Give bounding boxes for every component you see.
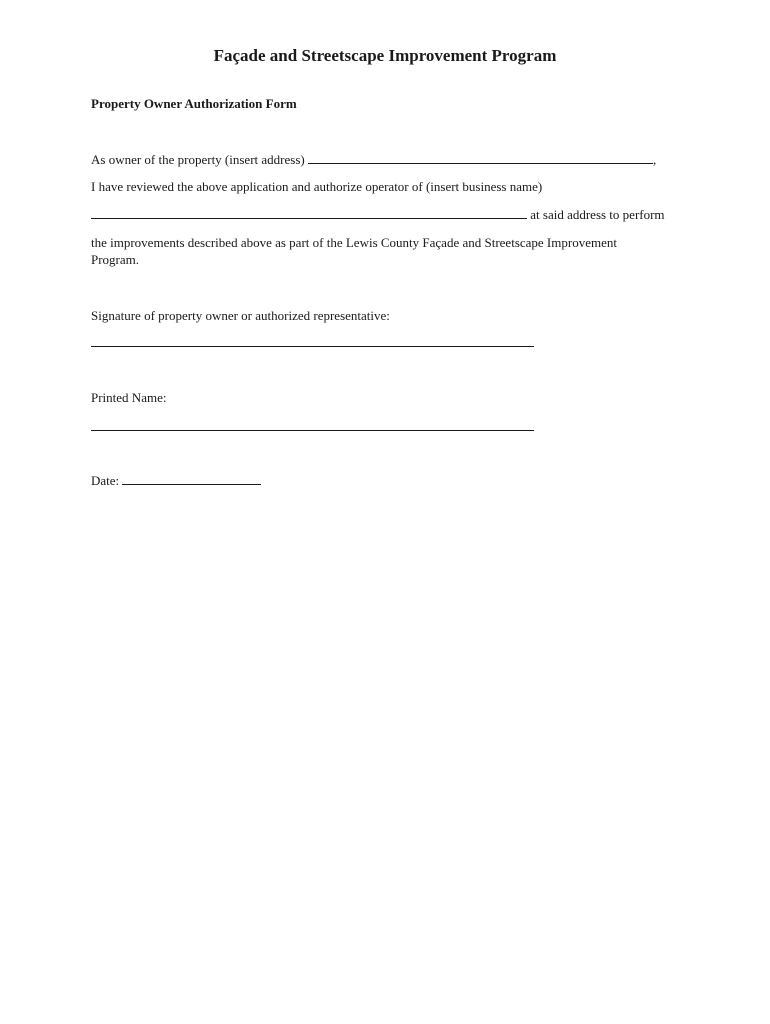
paragraph-line-1	[91, 151, 656, 169]
date-blank-field[interactable]	[122, 472, 261, 485]
signature-label: Signature of property owner or authorized representative:	[91, 308, 390, 323]
address-comma: ,	[652, 152, 657, 167]
paragraph-line-2: I have reviewed the above application and authorize operator of (insert business name)	[91, 179, 543, 194]
address-prompt: As owner of the property (insert address)	[91, 152, 308, 167]
document-title: Façade and Streetscape Improvement Program	[213, 46, 557, 65]
paragraph-line-3	[91, 206, 665, 224]
paragraph-line-5: Program.	[91, 252, 140, 267]
address-blank-field[interactable]	[308, 151, 653, 164]
date-row	[91, 472, 261, 490]
paragraph-line-4: the improvements described above as part of the Lewis County Façade and Streetscape Improvement	[91, 235, 617, 250]
printed-name-label: Printed Name:	[91, 390, 167, 405]
business-name-blank-field[interactable]	[91, 206, 527, 219]
perform-text: at said address to perform	[527, 207, 665, 222]
signature-line[interactable]	[91, 346, 534, 347]
printed-name-line[interactable]	[91, 430, 534, 431]
date-label: Date:	[91, 473, 123, 488]
form-subtitle: Property Owner Authorization Form	[91, 96, 297, 111]
